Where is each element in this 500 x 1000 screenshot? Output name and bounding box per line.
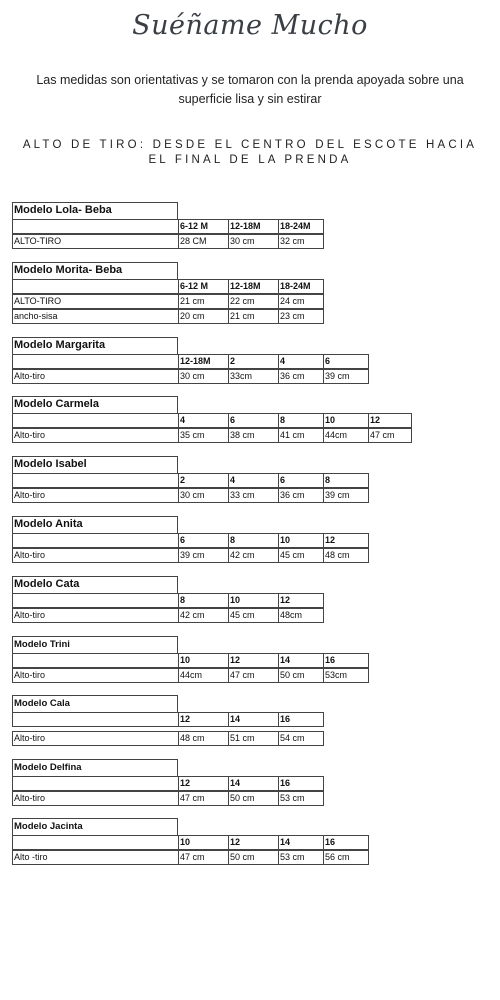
size-header-cell: 12 xyxy=(178,712,229,727)
measure-value: 48 cm xyxy=(178,731,229,746)
size-table xyxy=(12,396,395,443)
size-header-cell: 10 xyxy=(323,413,369,428)
size-header-cell: 10 xyxy=(178,835,229,850)
size-header-cell: 12 xyxy=(178,776,229,791)
size-header-row xyxy=(12,776,291,791)
measure-value: 45 cm xyxy=(278,548,324,563)
measure-value: 53cm xyxy=(323,668,369,683)
size-table xyxy=(12,818,350,865)
model-title: Modelo Anita xyxy=(12,516,178,533)
size-table xyxy=(12,456,350,503)
measure-label: Alto-tiro xyxy=(12,548,179,563)
measure-value: 44cm xyxy=(178,668,229,683)
size-header-cell: 16 xyxy=(323,653,369,668)
size-header-cell: 16 xyxy=(278,712,324,727)
size-header-cell: 12 xyxy=(278,593,324,608)
measure-value: 47 cm xyxy=(178,850,229,865)
blank-cell xyxy=(12,593,179,608)
model-title: Modelo Cala xyxy=(12,695,178,712)
blank-cell xyxy=(12,712,179,727)
model-title: Modelo Margarita xyxy=(12,337,178,354)
measure-value: 48 cm xyxy=(323,548,369,563)
model-title: Modelo Lola- Beba xyxy=(12,202,178,219)
size-header-cell: 4 xyxy=(278,354,324,369)
size-header-cell: 18-24M xyxy=(278,219,324,234)
measure-value: 53 cm xyxy=(278,850,324,865)
blank-cell xyxy=(12,413,179,428)
measure-value: 36 cm xyxy=(278,369,324,384)
size-header-row xyxy=(12,413,381,428)
size-header-row xyxy=(12,279,311,294)
blank-cell xyxy=(12,279,179,294)
size-header-cell: 12 xyxy=(228,653,279,668)
measure-label: Alto-tiro xyxy=(12,428,179,443)
measure-row xyxy=(12,791,305,806)
measure-value: 21 cm xyxy=(228,309,279,324)
measure-value: 39 cm xyxy=(178,548,229,563)
measure-row xyxy=(12,548,350,563)
size-header-cell: 4 xyxy=(228,473,279,488)
measure-value: 51 cm xyxy=(228,731,279,746)
measure-value: 50 cm xyxy=(228,850,279,865)
measure-row xyxy=(12,731,305,746)
size-header-cell: 10 xyxy=(178,653,229,668)
size-header-cell: 2 xyxy=(228,354,279,369)
measure-row xyxy=(12,294,305,309)
measure-label: ancho-sisa xyxy=(12,309,179,324)
brand-logo-text: Suéñame Mucho xyxy=(132,10,368,41)
measure-value: 22 cm xyxy=(228,294,279,309)
measure-row xyxy=(12,428,395,443)
size-header-row xyxy=(12,354,331,369)
size-table xyxy=(12,516,350,563)
size-header-cell: 10 xyxy=(228,593,279,608)
size-header-cell: 8 xyxy=(178,593,229,608)
size-header-cell: 14 xyxy=(278,653,324,668)
size-header-row xyxy=(12,219,311,234)
measure-value: 28 CM xyxy=(178,234,229,249)
measure-label: Alto-tiro xyxy=(12,488,179,503)
measure-label: ALTO-TIRO xyxy=(12,234,179,249)
size-table xyxy=(12,262,311,324)
size-header-cell: 14 xyxy=(278,835,324,850)
measure-value: 30 cm xyxy=(178,488,229,503)
size-header-cell: 12-18M xyxy=(228,279,279,294)
measure-value: 24 cm xyxy=(278,294,324,309)
measure-heading: ALTO DE TIRO: DESDE EL CENTRO DEL ESCOTE HACIA EL FINAL DE LA PRENDA xyxy=(22,139,478,166)
measure-label: ALTO-TIRO xyxy=(12,294,179,309)
model-title: Modelo Morita- Beba xyxy=(12,262,178,279)
measure-value: 23 cm xyxy=(278,309,324,324)
blank-cell xyxy=(12,354,179,369)
blank-cell xyxy=(12,653,179,668)
measure-label: Alto-tiro xyxy=(12,369,179,384)
size-table xyxy=(12,759,305,806)
size-table xyxy=(12,695,305,746)
measure-value: 54 cm xyxy=(278,731,324,746)
measure-label: Alto-tiro xyxy=(12,668,179,683)
measure-value: 42 cm xyxy=(178,608,229,623)
size-header-cell: 12 xyxy=(228,835,279,850)
size-header-cell: 16 xyxy=(278,776,324,791)
size-header-row xyxy=(12,593,291,608)
blank-cell xyxy=(12,533,179,548)
model-title: Modelo Jacinta xyxy=(12,818,178,835)
size-header-cell: 6-12 M xyxy=(178,219,229,234)
measure-value: 39 cm xyxy=(323,369,369,384)
measure-value: 35 cm xyxy=(178,428,229,443)
blank-cell xyxy=(12,776,179,791)
measure-value: 39 cm xyxy=(323,488,369,503)
measure-value: 53 cm xyxy=(278,791,324,806)
measure-value: 30 cm xyxy=(178,369,229,384)
measure-value: 33 cm xyxy=(228,488,279,503)
size-header-cell: 12 xyxy=(368,413,412,428)
size-header-row xyxy=(12,653,336,668)
measure-value: 47 cm xyxy=(178,791,229,806)
measure-value: 45 cm xyxy=(228,608,279,623)
measure-row xyxy=(12,850,350,865)
measure-value: 36 cm xyxy=(278,488,324,503)
size-header-cell: 12 xyxy=(323,533,369,548)
measure-value: 20 cm xyxy=(178,309,229,324)
size-header-cell: 6 xyxy=(323,354,369,369)
size-header-cell: 10 xyxy=(278,533,324,548)
measure-value: 21 cm xyxy=(178,294,229,309)
blank-cell xyxy=(12,219,179,234)
size-header-cell: 8 xyxy=(278,413,324,428)
size-header-cell: 2 xyxy=(178,473,229,488)
measure-value: 33cm xyxy=(228,369,279,384)
model-title: Modelo Cata xyxy=(12,576,178,593)
size-header-cell: 4 xyxy=(178,413,229,428)
size-header-cell: 14 xyxy=(228,776,279,791)
measure-row xyxy=(12,369,350,384)
size-header-cell: 6 xyxy=(278,473,324,488)
size-table xyxy=(12,202,311,249)
size-header-cell: 8 xyxy=(323,473,369,488)
measure-row xyxy=(12,668,348,683)
measure-row xyxy=(12,488,350,503)
measure-value: 48cm xyxy=(278,608,324,623)
measure-value: 32 cm xyxy=(278,234,324,249)
measure-value: 44cm xyxy=(323,428,369,443)
measure-value: 38 cm xyxy=(228,428,279,443)
measure-value: 47 cm xyxy=(228,668,279,683)
size-table xyxy=(12,337,350,384)
measure-row xyxy=(12,234,305,249)
model-title: Modelo Delfina xyxy=(12,759,178,776)
measure-value: 30 cm xyxy=(228,234,279,249)
size-header-cell: 18-24M xyxy=(278,279,324,294)
size-header-row xyxy=(12,835,336,850)
measure-label: Alto-tiro xyxy=(12,791,179,806)
size-header-row xyxy=(12,712,291,727)
measure-label: Alto-tiro xyxy=(12,608,179,623)
measure-row xyxy=(12,608,303,623)
size-header-cell: 6 xyxy=(228,413,279,428)
measure-row xyxy=(12,309,305,324)
measure-value: 50 cm xyxy=(228,791,279,806)
model-title: Modelo Isabel xyxy=(12,456,178,473)
size-header-cell: 12-18M xyxy=(178,354,229,369)
size-header-cell: 16 xyxy=(323,835,369,850)
measure-value: 42 cm xyxy=(228,548,279,563)
size-header-row xyxy=(12,533,336,548)
size-header-cell: 12-18M xyxy=(228,219,279,234)
measure-value: 47 cm xyxy=(368,428,412,443)
measure-value: 41 cm xyxy=(278,428,324,443)
measure-value: 50 cm xyxy=(278,668,324,683)
blank-cell xyxy=(12,835,179,850)
size-header-cell: 14 xyxy=(228,712,279,727)
size-header-cell: 6 xyxy=(178,533,229,548)
blank-cell xyxy=(12,473,179,488)
intro-text: Las medidas son orientativas y se tomaron con la prenda apoyada sobre una superficie lisa y sin estirar xyxy=(36,73,464,106)
measure-value: 56 cm xyxy=(323,850,369,865)
measure-label: Alto-tiro xyxy=(12,731,179,746)
model-title: Modelo Carmela xyxy=(12,396,178,413)
size-header-cell: 8 xyxy=(228,533,279,548)
size-table xyxy=(12,636,348,683)
size-header-cell: 6-12 M xyxy=(178,279,229,294)
measure-label: Alto -tiro xyxy=(12,850,179,865)
model-title: Modelo Trini xyxy=(12,636,178,653)
size-table xyxy=(12,576,303,623)
size-header-row xyxy=(12,473,331,488)
